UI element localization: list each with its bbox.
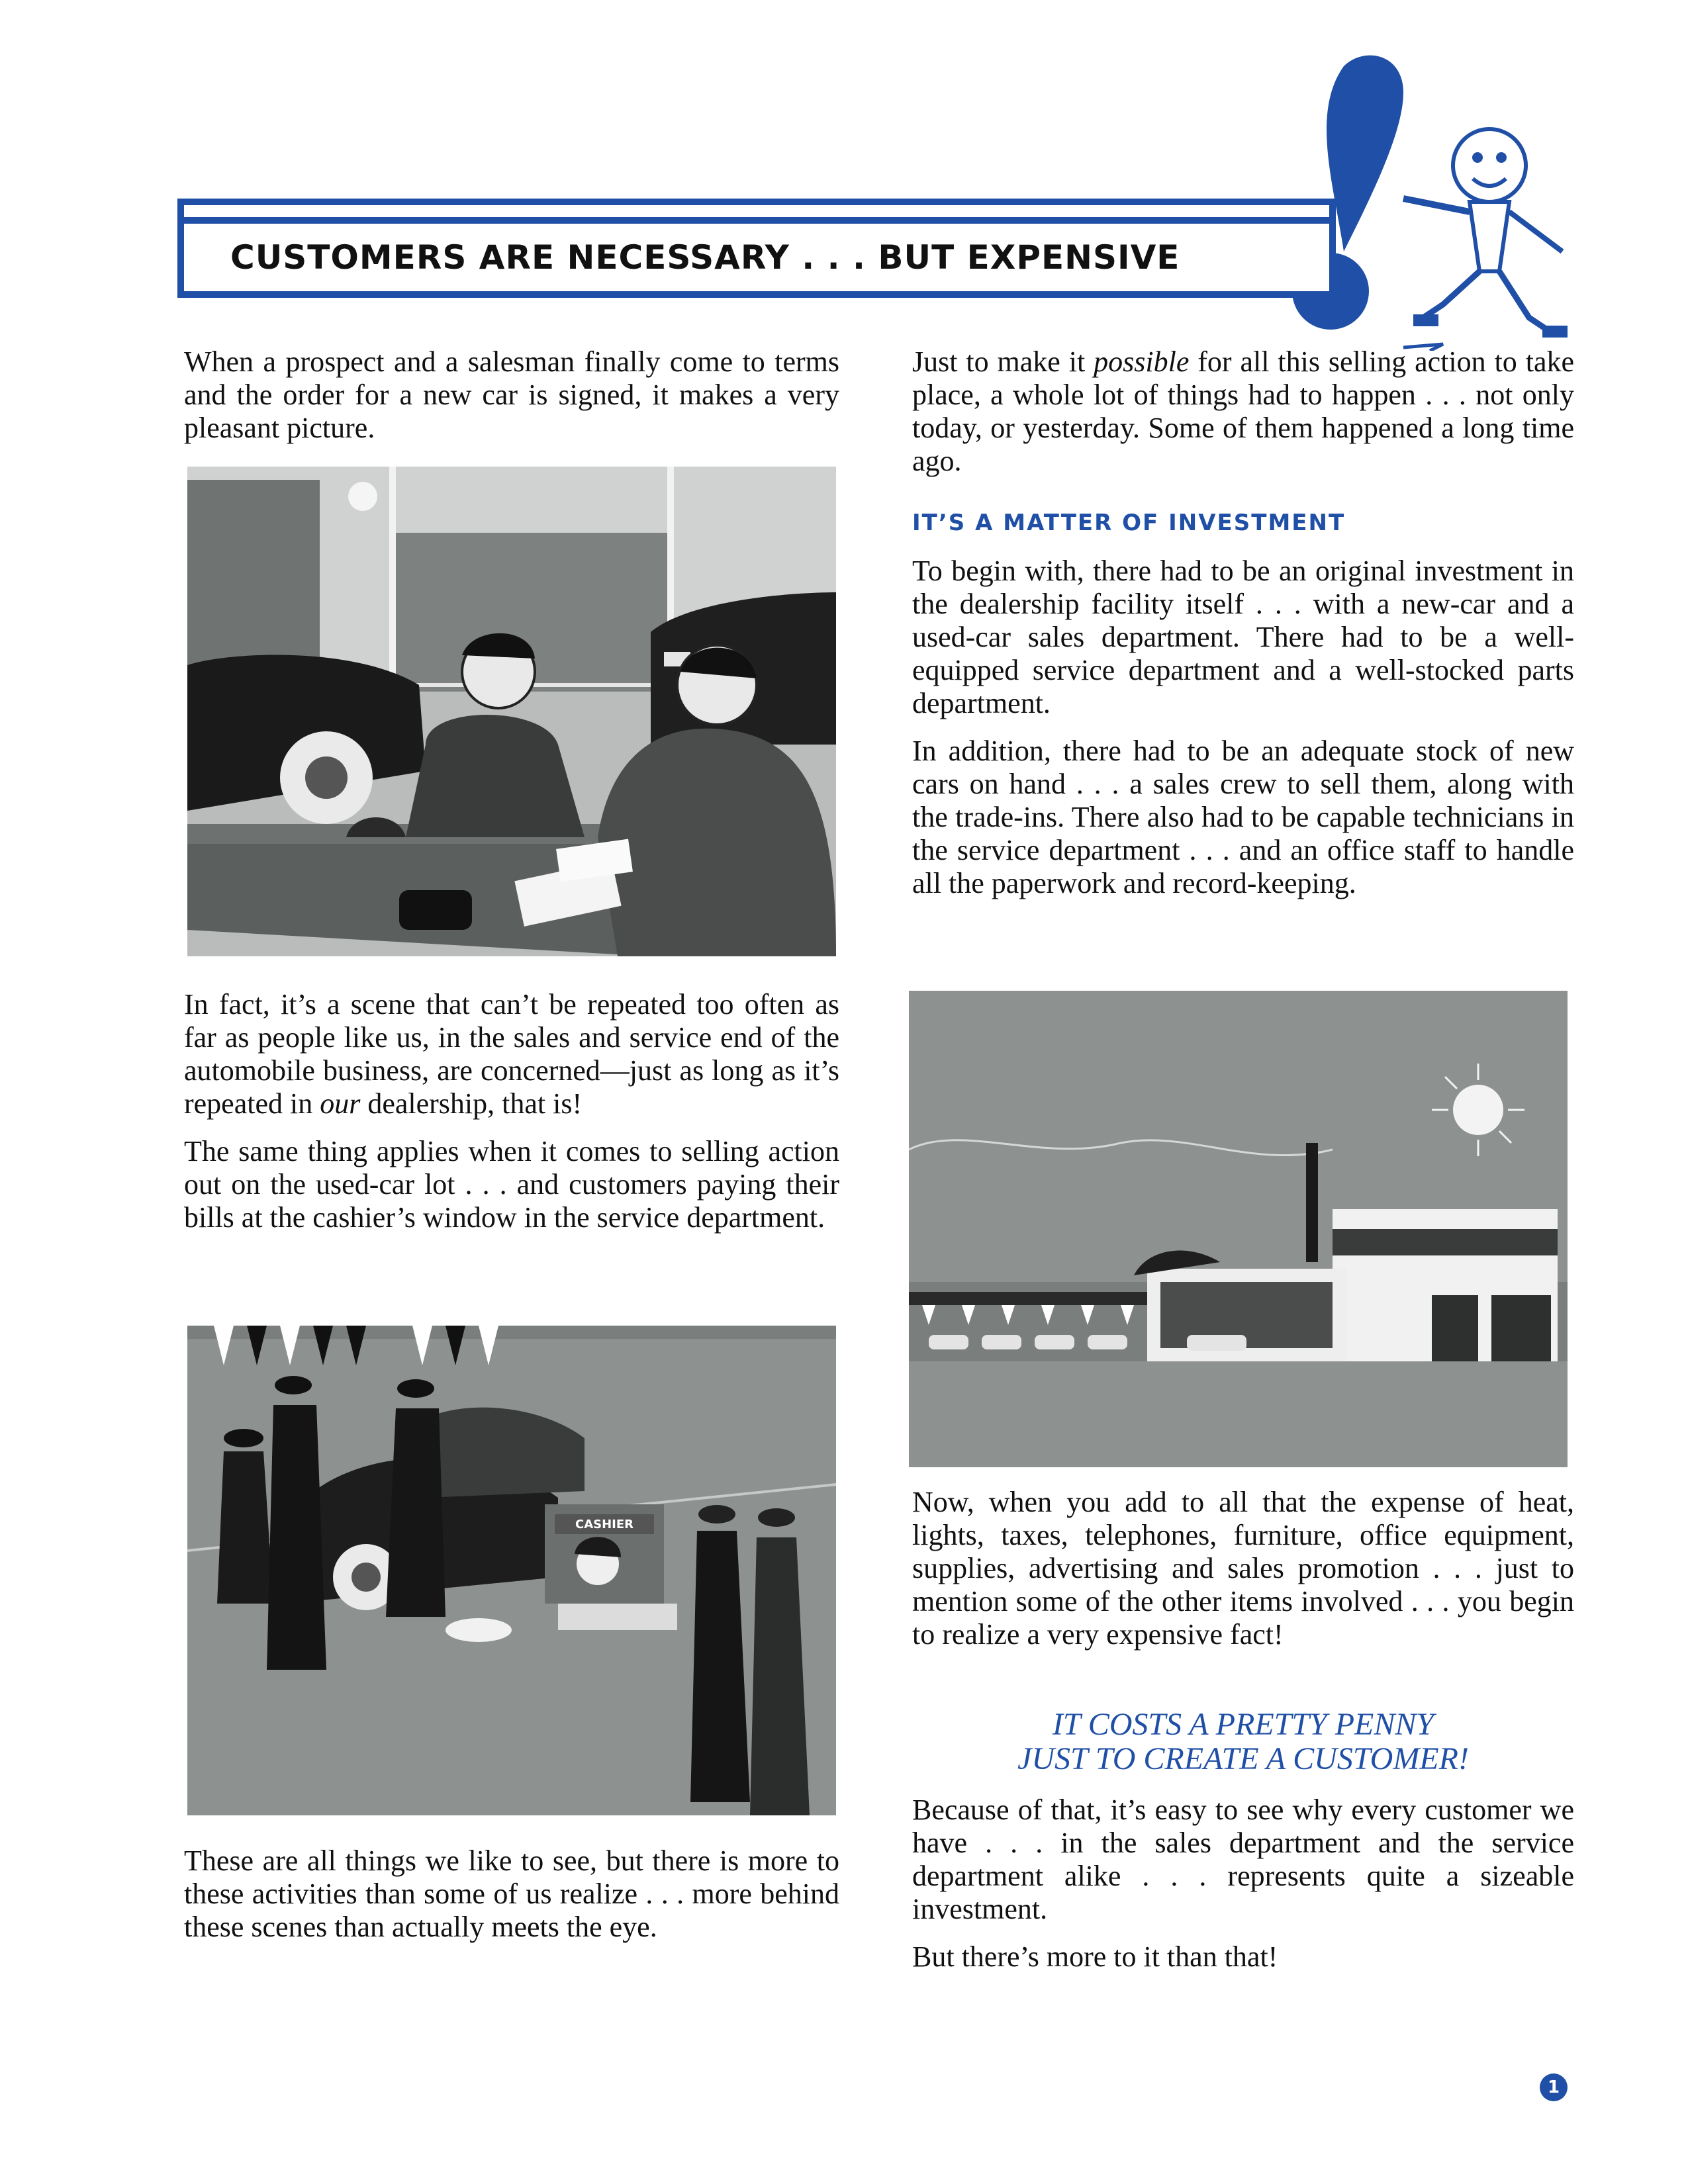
section-title-bar: [177, 199, 1336, 298]
used-car-lot-cashier-illustration: [187, 1326, 836, 1815]
section-title: CUSTOMERS ARE NECESSARY . . . BUT EXPENSIVE: [230, 238, 1180, 277]
pull-quote-line: JUST TO CREATE A CUSTOMER!: [1017, 1741, 1469, 1776]
emphasis-text: possible: [1094, 345, 1190, 378]
paragraph: To begin with, there had to be an original investment in the dealership facility itself . . . with a new-car and a used-car sales department. There had to be a well-equipped service department and a well-stocked parts department.: [912, 555, 1574, 719]
paragraph-text: In fact, it’s a scene that can’t be repeated too often as far as people like us, in the sales and service end of the automobile business, are concerned—just as long as it’s repeated in: [184, 988, 839, 1120]
right-column-expenses: [912, 1486, 1574, 1651]
page-number-badge: 1: [1540, 2073, 1568, 2101]
paragraph: The same thing applies when it comes to selling action out on the used-car lot . . . and customers paying their bills at the cashier’s window in the service department.: [184, 1135, 839, 1234]
right-column-intro: [912, 345, 1574, 478]
paragraph: Because of that, it’s easy to see why every customer we have . . . in the sales department and the service department alike . . . represents quite a sizeable investment.: [912, 1794, 1574, 1925]
left-column-intro: [184, 345, 839, 445]
paragraph-text: dealership, that is!: [360, 1087, 583, 1120]
paragraph: Now, when you add to all that the expense of heat, lights, taxes, telephones, furniture, office equipment, supplies, advertising and sales promotion . . . just to mention some of the other items involved . . . you begin to realize a very expensive fact!: [912, 1486, 1574, 1651]
paragraph: These are all things we like to see, but there is more to these activities than some of us realize . . . more behind these scenes than actually meets the eye.: [184, 1844, 839, 1943]
dealership-building-illustration: [909, 991, 1568, 1467]
pull-quote: [912, 1707, 1574, 1776]
paragraph: [912, 345, 1574, 478]
emphasis-text: our: [320, 1087, 361, 1120]
right-column-investment: [912, 555, 1574, 900]
paragraph: In addition, there had to be an adequate stock of new cars on hand . . . a sales crew to sell them, along with the trade-ins. There also had to be capable technicians in the service department . . . and an office staff to handle all the paperwork and record-keeping.: [912, 735, 1574, 899]
cashier-sign-text: CASHIER: [575, 1518, 634, 1531]
paragraph: But there’s more to it than that!: [912, 1940, 1278, 1973]
showroom-sale-illustration: [187, 467, 836, 956]
right-column-closing: [912, 1794, 1574, 1974]
subheading: IT’S A MATTER OF INVESTMENT: [912, 510, 1346, 536]
left-column-closing: [184, 1844, 839, 1944]
left-column-middle: [184, 988, 839, 1234]
paragraph: [184, 988, 839, 1120]
paragraph: When a prospect and a salesman finally come to terms and the order for a new car is signed, it makes a very pleasant picture.: [184, 345, 839, 444]
title-rule-top: [184, 217, 1329, 224]
paragraph-text: for all this selling action to take place, a whole lot of things had to happen . . . not only today, or yesterday. Some of them happened a long time ago.: [912, 345, 1574, 477]
pull-quote-line: IT COSTS A PRETTY PENNY: [1052, 1707, 1434, 1742]
paragraph-text: Just to make it: [912, 345, 1094, 378]
